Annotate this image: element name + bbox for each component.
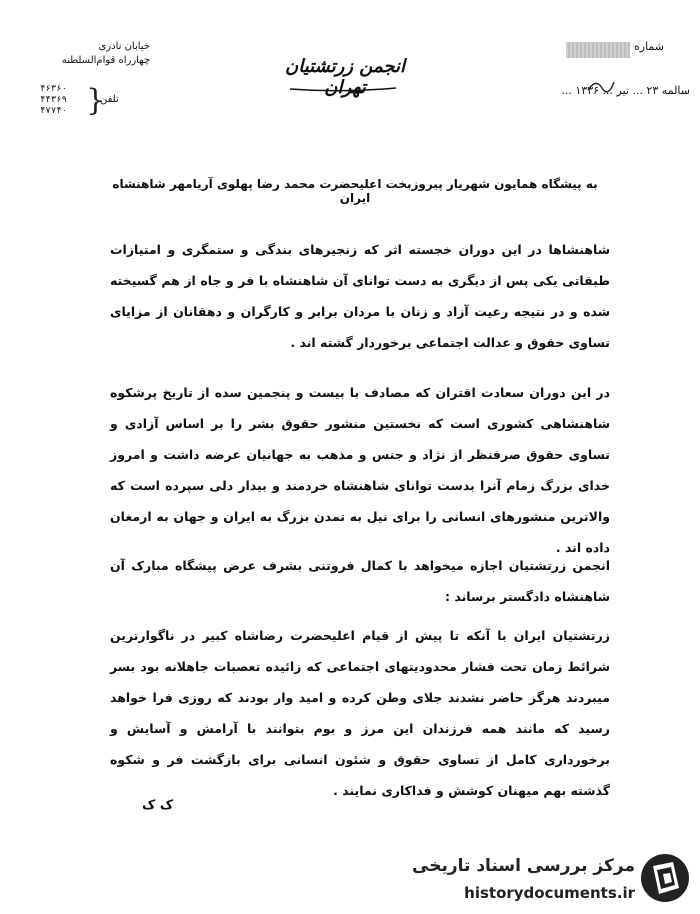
redacted-number (566, 42, 630, 58)
phone-number: ۴۷۷۴۰ (40, 106, 68, 116)
phone-label: تلفن (100, 94, 119, 105)
signature-mark: ک ک (142, 798, 174, 813)
logo-underline-icon (288, 86, 398, 92)
letterhead-logo: انجمن زرتشتیان تهران (284, 56, 406, 98)
paragraph-4: زرتشتیان ایران با آنکه تا پیش از قیام اعلیحضرت رضاشاه کبیر در ناگوارترین شرائط زمان تحت فشار محدودیتهای اجتماعی که زائیده تعصبات جاهلانه بود بسر میبردند هرگز حاضر نشدند جلای وطن کرده و امید وار بودند که روزی فرا خواهد رسید که مانند همه فرزندان این مرز و بوم بتوانند با آرامش و آسایش و برخورداری کامل از تساوی حقوق و شئون انسانی برای بازگشت فر و شکوه گذشته بهم میهنان کوشش و فداکاری نمایند . (110, 628, 610, 798)
phone-numbers (40, 84, 67, 117)
paragraph-2: در این دوران سعادت اقتران که مصادف با بیست و پنجمین سده از تاریخ پرشکوه شاهنشاهی کشوری است که نخستین منشور حقوق بشر را بر اساس آزادی و تساوی حقوق صرفنظر از نژاد و جنس و مذهب به جهانیان عرضه داشت و امروز خدای بزرگ زمام آنرا بدست توانای شاهنشاه خردمند و بیدار دلی سپرده است که والاترین منشورهای انسانی را برای نیل به تمدن بزرگ به ایران و جهان به ارمغان داده اند . (110, 385, 610, 555)
address-line-2: چهارراه قوام‌السلطنه (61, 55, 150, 66)
brace-icon: } (86, 83, 106, 118)
phone-number: ۴۴۳۶۹ (40, 95, 68, 105)
handwritten-scribble-icon (586, 76, 616, 96)
date-line: سالمه ۲۳ ... تیر ... ۱۳۳۶ ... (561, 84, 690, 97)
letterhead-address (30, 40, 150, 68)
paragraph-3: انجمن زرتشتیان اجازه میخواهد با کمال فروتنی بشرف عرض پیشگاه مبارک آن شاهنشاه دادگستر برساند : (110, 558, 610, 604)
phone-number: ۴۶۳۶۰ (40, 84, 68, 94)
watermark-url: historydocuments.ir (464, 884, 635, 902)
paragraph-1: شاهنشاها در این دوران خجسته اثر که زنجیرهای بندگی و ستمگری و امتیازات طبقاتی یکی پس از دیگری به دست توانای آن شاهنشاه با فر و جاه از هم گسیخته شده و در نتیجه رعیت آزاد و زنان با مردان برابر و کارگران و دهقانان از مزایای تساوی حقوق و عدالت اجتماعی برخوردار گشته اند . (110, 242, 610, 350)
address-line-1: خیابان نادری (98, 41, 150, 52)
watermark (410, 846, 695, 910)
letter-salutation: به پیشگاه همایون شهریار پیروزبخت اعلیحضرت محمد رضا پهلوی آریامهر شاهنشاه ایران (112, 177, 598, 205)
watermark-title: مرکز بررسی اسناد تاریخی (412, 856, 635, 876)
archive-logo-icon (639, 852, 691, 904)
letterhead-phone (40, 84, 150, 124)
number-label: شماره (634, 40, 665, 53)
